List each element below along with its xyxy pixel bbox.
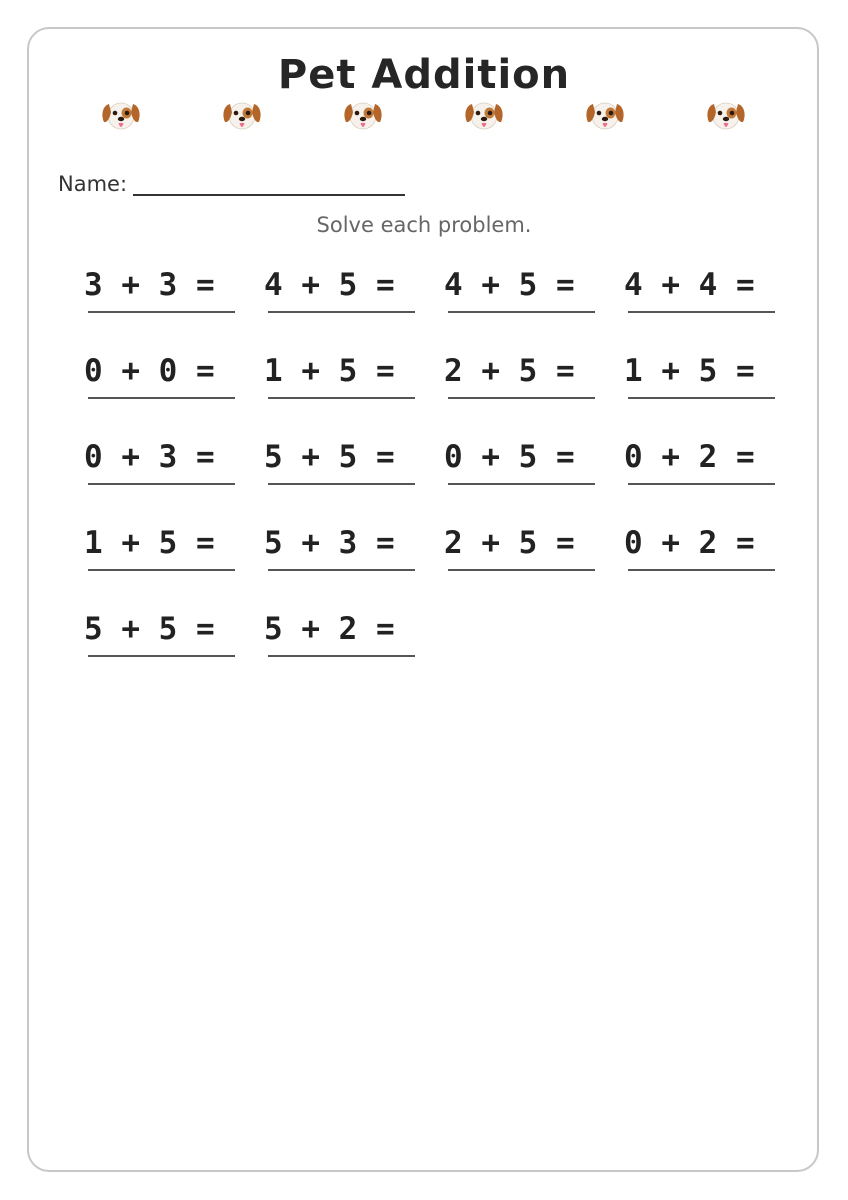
problem-item [82,349,242,401]
answer-line[interactable] [88,655,235,657]
dog-face-icon [463,96,505,134]
answer-line[interactable] [628,569,775,571]
problem-item [262,349,422,401]
problem-expression: 5 + 3 = [264,525,395,561]
problem-item [622,521,782,573]
problem-item [622,435,782,487]
problem-item [262,263,422,315]
answer-line[interactable] [268,483,415,485]
problem-expression: 2 + 5 = [444,525,575,561]
problem-item [622,263,782,315]
problem-item [622,349,782,401]
problem-expression: 5 + 5 = [84,611,215,647]
problem-expression: 2 + 5 = [444,353,575,389]
problem-expression: 4 + 5 = [444,267,575,303]
answer-line[interactable] [268,311,415,313]
problem-expression: 5 + 2 = [264,611,395,647]
dog-face-icon [342,96,384,134]
problem-expression: 1 + 5 = [84,525,215,561]
answer-line[interactable] [628,311,775,313]
answer-line[interactable] [268,655,415,657]
answer-line[interactable] [88,569,235,571]
dog-face-icon [584,96,626,134]
dog-face-icon [705,96,747,134]
answer-line[interactable] [268,569,415,571]
problem-expression: 0 + 5 = [444,439,575,475]
problem-expression: 0 + 2 = [624,525,755,561]
problem-expression: 4 + 4 = [624,267,755,303]
problem-expression: 4 + 5 = [264,267,395,303]
answer-line[interactable] [268,397,415,399]
dog-face-icon [100,96,142,134]
problem-item [442,349,602,401]
dog-face-icon [221,96,263,134]
name-label: Name: [58,172,128,196]
problem-item [82,521,242,573]
problem-item [442,263,602,315]
problem-expression: 3 + 3 = [84,267,215,303]
problem-item [262,435,422,487]
answer-line[interactable] [88,397,235,399]
problem-item [442,435,602,487]
name-field-row [58,172,405,196]
problem-expression: 0 + 3 = [84,439,215,475]
problem-expression: 1 + 5 = [624,353,755,389]
problem-expression: 5 + 5 = [264,439,395,475]
problem-expression: 0 + 2 = [624,439,755,475]
answer-line[interactable] [88,483,235,485]
answer-line[interactable] [628,397,775,399]
answer-line[interactable] [88,311,235,313]
worksheet-border [27,27,819,1172]
problem-item [262,521,422,573]
answer-line[interactable] [448,311,595,313]
problem-item [262,607,422,659]
answer-line[interactable] [628,483,775,485]
problem-expression: 1 + 5 = [264,353,395,389]
answer-line[interactable] [448,569,595,571]
problem-item [82,263,242,315]
problem-item [442,521,602,573]
worksheet-title: Pet Addition [277,52,571,98]
problem-item [82,607,242,659]
answer-line[interactable] [448,483,595,485]
instructions-text: Solve each problem. [316,213,532,237]
name-blank-line [133,172,405,196]
problem-item [82,435,242,487]
answer-line[interactable] [448,397,595,399]
problem-expression: 0 + 0 = [84,353,215,389]
